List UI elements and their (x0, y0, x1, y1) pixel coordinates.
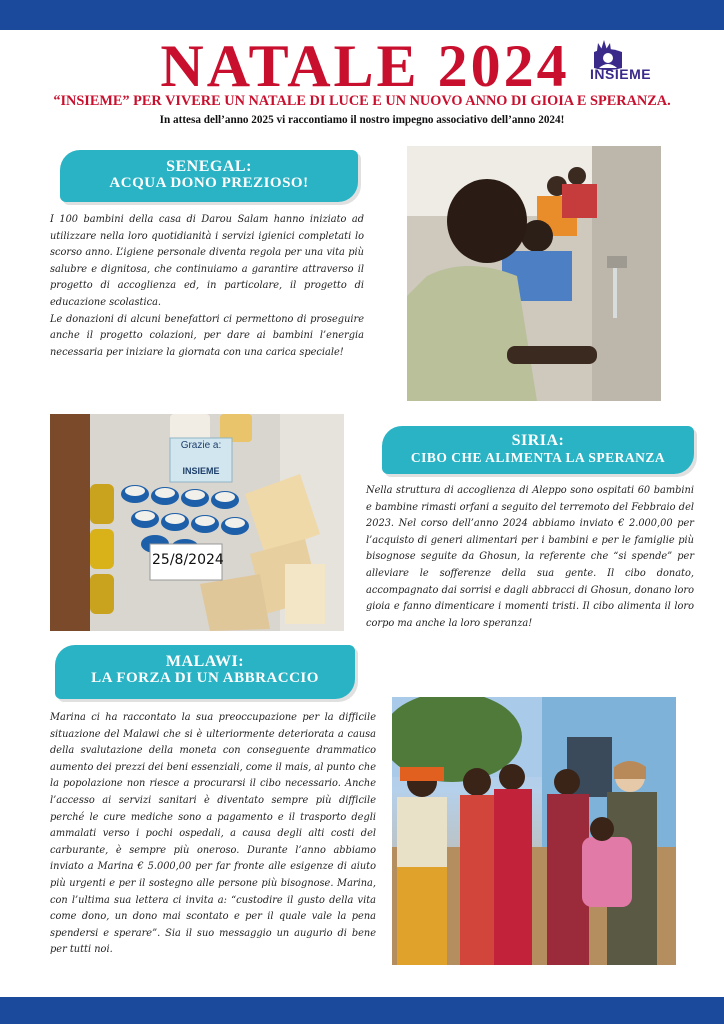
siria-heading-line1: SIRIA: (511, 432, 565, 449)
intro-line: In attesa dell’anno 2025 vi raccontiamo il nostro impegno associativo dell’anno 2024! (159, 114, 565, 126)
insieme-logo (588, 38, 688, 88)
siria-heading-line2: CIBO CHE ALIMENTA LA SPERANZA (410, 450, 666, 465)
senegal-paragraph-2: Le donazioni di alcuni benefattori ci permettono di proseguire anche il progetto colazioni, per dare ai bambini l’energia necessaria per iniziare la giornata con una carica speciale! (50, 313, 364, 358)
malawi-heading-banner (55, 645, 355, 699)
senegal-photo-children-washing (407, 146, 661, 401)
malawi-text (50, 710, 376, 959)
senegal-paragraph-1: I 100 bambini della casa di Darou Salam hanno iniziato ad utilizzare nella loro quotidianità i servizi igienici completati lo scorso anno. L’igiene personale diventa regola per una vita più salubre e dignitosa, che continuiamo a garantire attraverso il progetto di accoglienza ed, in particolare, il progetto di educazione scolastica. (50, 214, 364, 308)
siria-text (366, 483, 694, 632)
senegal-heading-line1: SENEGAL: (166, 158, 252, 175)
senegal-heading-banner (60, 150, 358, 202)
food-sign-logo: INSIEME (182, 466, 220, 476)
malawi-paragraph: Marina ci ha raccontato la sua preoccupazione per la difficile situazione del Malawi che si è ulteriormente deteriorata a causa della svalutazione della moneta con conseguente drammatico aumento dei prezzi dei beni essenziali, come il mais, al punto che la popolazione non riesce a procurarsi il cibo necessario. Anche l’accesso ai servizi sanitari è diventato sempre più difficile perché le cure mediche sono a pagamento e il trasporto degli ammalati verso i pochi ospedali, a causa degli alti costi del carburante, è sempre più oneroso. Durante l’anno abbiamo inviato a Marina € 5.000,00 per far fronte alle esigenze di aiuto più urgenti e per il sostegno alle persone più bisognose. Marina, con l’ultima sua lettera ci invita a: “custodire il gusto della vita come dono, un dono mai scontato e per il quale vale la pena spendersi e sperare”. Sia il suo messaggio un augurio di bene per tutti noi. (50, 712, 376, 956)
siria-heading-banner (382, 426, 694, 474)
logo-wordmark: INSIEME (590, 66, 652, 82)
subtitle: “INSIEME” PER VIVERE UN NATALE DI LUCE E UN NUOVO ANNO DI GIOIA E SPERANZA. (53, 93, 671, 109)
top-blue-bar (0, 0, 724, 30)
malawi-heading-line1: MALAWI: (165, 653, 245, 670)
senegal-text (50, 212, 364, 361)
siria-photo-food-donation (50, 414, 344, 631)
malawi-heading-line2: LA FORZA DI UN ABBRACCIO (91, 670, 319, 686)
food-sign-text: Grazie a: (180, 440, 222, 451)
siria-paragraph: Nella struttura di accoglienza di Aleppo sono ospitati 60 bambini e bambine rimasti orfani a seguito del terremoto del Febbraio del 2023. Nel corso dell’anno 2024 abbiamo inviato € 2.000,00 per l’acquisto di generi alimentari per i bambini e per le famiglie più bisognose seguite da Ghosun, la referente che “si spende” per alleviare le sofferenze della sua gente. Il cibo donato, accompagnato dai sorrisi e dagli abbracci di Ghosun, donano loro gioia e fanno dimenticare i momenti tristi. Il cibo alimenta il loro corpo ma anche la loro speranza! (366, 485, 694, 629)
food-date-label: 25/8/2024 (152, 552, 224, 568)
malawi-photo-group-hug (392, 697, 676, 965)
bottom-blue-bar (0, 997, 724, 1024)
senegal-heading-line2: ACQUA DONO PREZIOSO! (109, 175, 309, 191)
page-title: NATALE 2024 (160, 33, 570, 99)
